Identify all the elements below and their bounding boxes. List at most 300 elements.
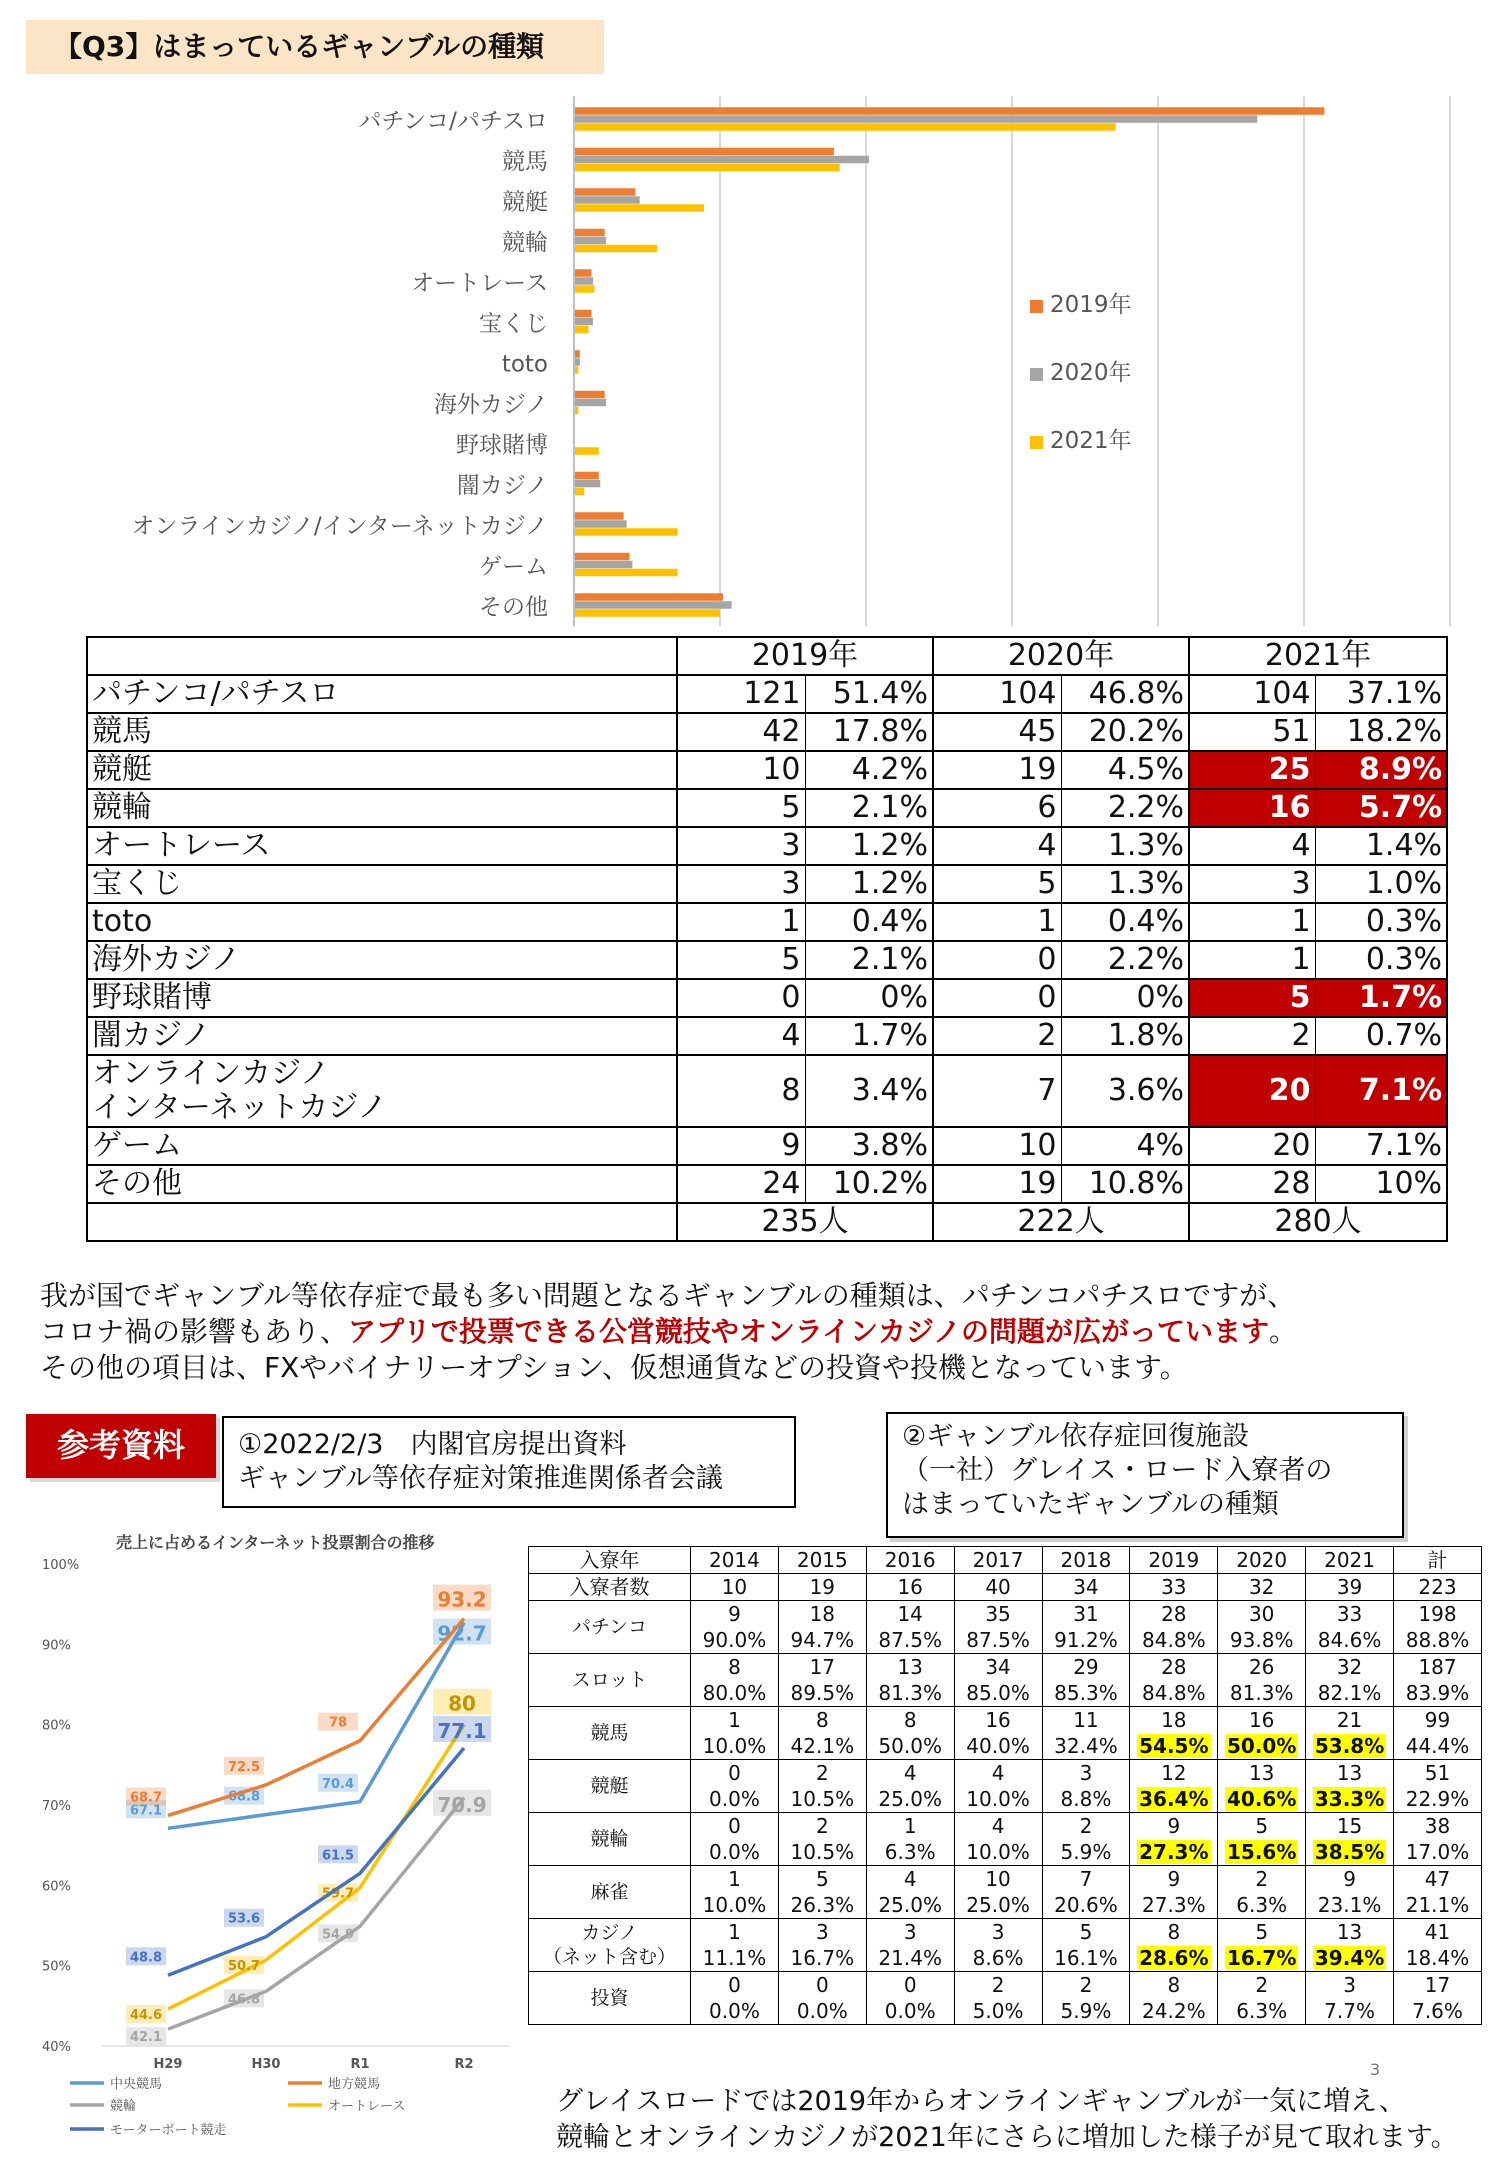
line-chart-data-label: 70.4 xyxy=(321,1776,355,1792)
line-chart-xtick: R2 xyxy=(454,2057,474,2072)
table-count-cell: 24 xyxy=(677,1165,805,1203)
table-total-row xyxy=(87,1203,1447,1241)
grace-table-percent-cell: 25.0% xyxy=(954,1892,1042,1919)
table-row xyxy=(87,1165,1447,1203)
grace-table-percent-cell: 10.5% xyxy=(778,1786,866,1813)
summary-paragraph xyxy=(40,1278,1470,1386)
grace-table-header-row xyxy=(529,1547,1482,1574)
bar-chart-bar xyxy=(574,164,840,172)
grace-table-number-cell: 3 xyxy=(778,1919,866,1946)
grace-table-number-cell: 0 xyxy=(691,1972,779,1999)
table-percent-cell: 46.8% xyxy=(1061,675,1189,713)
grace-table-row-label: 投資 xyxy=(529,1972,691,2025)
line-chart-series-line xyxy=(168,1748,464,1975)
line-chart-title: 売上に占めるインターネット投票割合の推移 xyxy=(116,1533,435,1552)
table-count-cell: 20 xyxy=(1189,1127,1315,1165)
grace-table-highlight: 28.6% xyxy=(1139,1945,1209,1970)
table-row-label: その他 xyxy=(87,1165,677,1203)
grace-table-header-cell: 2020 xyxy=(1218,1547,1306,1574)
grace-table-percent-cell: 81.3% xyxy=(866,1680,954,1707)
grace-table-number-cell: 9 xyxy=(1306,1866,1394,1893)
bar-chart-bar xyxy=(574,609,720,617)
table-count-cell: 9 xyxy=(677,1127,805,1165)
table-percent-cell: 3.8% xyxy=(805,1127,933,1165)
table-row-label: toto xyxy=(87,903,677,941)
table-percent-cell: 7.1% xyxy=(1315,1127,1447,1165)
table-count-cell: 5 xyxy=(1189,979,1315,1017)
bar-chart-bar xyxy=(574,561,632,569)
table-year-header: 2021年 xyxy=(1189,637,1447,675)
line-chart-ytick: 80% xyxy=(42,1718,71,1734)
table-row xyxy=(87,713,1447,751)
table-percent-cell: 10% xyxy=(1315,1165,1447,1203)
bar-chart-legend-swatch xyxy=(1030,300,1043,313)
bar-chart-bar xyxy=(574,472,599,480)
grace-table-number-cell: 8 xyxy=(691,1654,779,1681)
bar-chart-bar xyxy=(574,285,594,293)
grace-table-percent-cell: 22.9% xyxy=(1394,1786,1482,1813)
grace-table-percent-cell: 5.9% xyxy=(1042,1839,1130,1866)
table-count-cell: 2 xyxy=(1189,1017,1315,1055)
grace-table-number-cell: 8 xyxy=(1130,1972,1218,1999)
grace-table-number-row xyxy=(529,1919,1482,1946)
grace-table-number-cell: 16 xyxy=(954,1707,1042,1734)
grace-table-percent-cell: 0.0% xyxy=(866,1998,954,2025)
bar-chart-bar xyxy=(574,391,605,399)
bar-chart-bar xyxy=(574,528,678,536)
bar-chart-category-label: 宝くじ xyxy=(479,310,548,337)
reference-box-2 xyxy=(886,1412,1404,1538)
bar-chart-bar xyxy=(574,196,640,204)
table-row xyxy=(87,1017,1447,1055)
table-percent-cell: 1.0% xyxy=(1315,865,1447,903)
bar-chart-bar xyxy=(574,115,1257,123)
grace-table-number-cell: 187 xyxy=(1394,1654,1482,1681)
grace-table-number-row xyxy=(529,1866,1482,1893)
grace-table-header-cell: 2021 xyxy=(1306,1547,1394,1574)
grace-table-number-cell: 9 xyxy=(1130,1866,1218,1893)
bar-chart-category-label: 競艇 xyxy=(502,189,548,216)
table-row-label: 競輪 xyxy=(87,789,677,827)
grace-table-percent-cell: 44.4% xyxy=(1394,1733,1482,1760)
grace-table-highlight: 16.7% xyxy=(1226,1945,1297,1970)
grace-table-percent-cell: 89.5% xyxy=(778,1680,866,1707)
grace-table-percent-cell: 10.5% xyxy=(778,1839,866,1866)
grace-table-number-cell: 17 xyxy=(1394,1972,1482,1999)
bottom-note-line-1: グレイスロードでは2019年からオンラインギャンブルが一気に増え、 xyxy=(556,2086,1406,2117)
line-chart-data-label: 80 xyxy=(448,1691,476,1716)
table-percent-cell: 7.1% xyxy=(1315,1055,1447,1127)
grace-table-percent-cell: 25.0% xyxy=(866,1786,954,1813)
grace-table-percent-cell xyxy=(1130,1786,1218,1813)
grace-table-number-cell: 9 xyxy=(691,1601,779,1628)
table-count-cell: 4 xyxy=(677,1017,805,1055)
table-percent-cell: 0.4% xyxy=(1061,903,1189,941)
grace-table-count-row xyxy=(529,1574,1482,1601)
grace-table-percent-cell xyxy=(1306,1945,1394,1972)
bar-chart-bar xyxy=(574,601,732,609)
table-count-cell: 3 xyxy=(1189,865,1315,903)
grace-table-percent-cell: 27.3% xyxy=(1130,1892,1218,1919)
bar-chart-bar xyxy=(574,488,584,496)
grace-table-header-cell: 計 xyxy=(1394,1547,1482,1574)
grace-table-percent-cell: 21.4% xyxy=(866,1945,954,1972)
table-percent-cell: 1.3% xyxy=(1061,865,1189,903)
grace-table-number-cell: 0 xyxy=(778,1972,866,1999)
bar-chart-bar xyxy=(574,277,593,285)
grace-table-header-cell: 2017 xyxy=(954,1547,1042,1574)
line-chart-data-label: 92.7 xyxy=(437,1621,487,1646)
table-row-label: オンラインカジノ インターネットカジノ xyxy=(87,1055,677,1127)
grace-table-percent-cell: 10.0% xyxy=(954,1839,1042,1866)
grace-table-percent-cell: 20.6% xyxy=(1042,1892,1130,1919)
grace-table-percent-cell xyxy=(1130,1945,1218,1972)
grace-table-header-cell: 2019 xyxy=(1130,1547,1218,1574)
line-chart-series-line xyxy=(168,1619,464,1816)
line-chart-data-label: 68.7 xyxy=(129,1790,163,1806)
grace-table-percent-cell: 88.8% xyxy=(1394,1627,1482,1654)
table-count-cell: 1 xyxy=(677,903,805,941)
reference-box-2-line-2: （一社）グレイス・ロード入寮者の xyxy=(902,1455,1333,1486)
line-chart-ytick: 60% xyxy=(42,1879,71,1895)
bar-chart-category-label: オンラインカジノ/インターネットカジノ xyxy=(131,513,548,540)
table-percent-cell: 0.7% xyxy=(1315,1017,1447,1055)
grace-table-count-cell: 10 xyxy=(691,1574,779,1601)
table-count-cell: 42 xyxy=(677,713,805,751)
line-chart-ytick: 70% xyxy=(42,1799,71,1814)
grace-table-number-cell: 2 xyxy=(778,1813,866,1840)
line-chart-legend-label: 地方競馬 xyxy=(328,2077,381,2092)
table-count-cell: 10 xyxy=(677,751,805,789)
grace-table-row-label: スロット xyxy=(529,1654,691,1707)
bar-chart-bar xyxy=(574,123,1116,131)
table-total-label-cell xyxy=(87,1203,677,1241)
gambling-type-table xyxy=(86,636,1448,1242)
table-count-cell: 8 xyxy=(677,1055,805,1127)
grace-table-number-cell: 10 xyxy=(954,1866,1042,1893)
line-chart-ytick: 50% xyxy=(42,1959,71,1975)
grace-table-count-cell: 33 xyxy=(1130,1574,1218,1601)
bar-chart-category-label: パチンコ/パチスロ xyxy=(358,108,548,135)
grace-table-number-cell: 0 xyxy=(691,1760,779,1787)
grace-table-number-row xyxy=(529,1972,1482,1999)
grace-table-number-cell: 7 xyxy=(1042,1866,1130,1893)
reference-box-2-line-3: はまっていたギャンブルの種類 xyxy=(902,1489,1279,1520)
line-chart-data-label: 72.5 xyxy=(227,1759,261,1775)
grace-table-number-cell: 5 xyxy=(778,1866,866,1893)
grace-table-header-cell: 2015 xyxy=(778,1547,866,1574)
grace-table-number-row xyxy=(529,1707,1482,1734)
grace-table-number-cell: 21 xyxy=(1306,1707,1394,1734)
table-percent-cell: 1.2% xyxy=(805,865,933,903)
bar-chart-bar xyxy=(574,480,600,488)
grace-table-percent-cell: 21.1% xyxy=(1394,1892,1482,1919)
bottom-note-line-2: 競輪とオンラインカジノが2021年にさらに増加した様子が見て取れます。 xyxy=(556,2122,1458,2153)
grace-table-percent-cell: 93.8% xyxy=(1218,1627,1306,1654)
bar-chart-legend-label: 2020年 xyxy=(1050,360,1132,386)
grace-table-percent-cell: 25.0% xyxy=(866,1892,954,1919)
table-count-cell: 5 xyxy=(677,941,805,979)
table-count-cell: 0 xyxy=(677,979,805,1017)
table-count-cell: 20 xyxy=(1189,1055,1315,1127)
grace-table-percent-cell: 18.4% xyxy=(1394,1945,1482,1972)
grace-table-number-cell: 1 xyxy=(691,1707,779,1734)
summary-line-1: 我が国でギャンブル等依存症で最も多い問題となるギャンブルの種類は、パチンコパチスロですが、 xyxy=(40,1279,1296,1312)
grace-table-number-cell: 0 xyxy=(866,1972,954,1999)
grace-table-number-cell: 13 xyxy=(1218,1760,1306,1787)
reference-box-1 xyxy=(222,1416,796,1508)
line-chart-data-label: 67.1 xyxy=(129,1803,163,1819)
table-percent-cell: 1.8% xyxy=(1061,1017,1189,1055)
bar-chart-category-label: 野球賭博 xyxy=(456,432,548,459)
bar-chart-category-label: toto xyxy=(501,351,548,378)
grace-table-percent-cell xyxy=(1218,1786,1306,1813)
grace-table-count-cell: 39 xyxy=(1306,1574,1394,1601)
grace-table-number-cell: 1 xyxy=(691,1919,779,1946)
bar-chart-legend-swatch xyxy=(1030,368,1043,381)
line-chart-data-label: 68.8 xyxy=(227,1789,261,1805)
grace-table-percent-cell: 0.0% xyxy=(778,1998,866,2025)
grace-table-header-cell: 入寮年 xyxy=(529,1547,691,1574)
table-total-cell: 222人 xyxy=(933,1203,1189,1241)
grace-table-number-cell: 2 xyxy=(778,1760,866,1787)
grace-table-number-cell: 4 xyxy=(954,1813,1042,1840)
table-percent-cell: 1.2% xyxy=(805,827,933,865)
grace-table-number-cell: 12 xyxy=(1130,1760,1218,1787)
grace-table-percent-cell xyxy=(1306,1786,1394,1813)
table-row-label: 競艇 xyxy=(87,751,677,789)
grace-table-number-cell: 9 xyxy=(1130,1813,1218,1840)
grace-table-number-cell: 26 xyxy=(1218,1654,1306,1681)
grace-table-percent-cell xyxy=(1218,1945,1306,1972)
grace-table-percent-cell xyxy=(1218,1733,1306,1760)
grace-table-number-cell: 4 xyxy=(866,1866,954,1893)
line-chart-data-label: 44.6 xyxy=(129,2008,163,2024)
grace-table-number-cell: 15 xyxy=(1306,1813,1394,1840)
table-percent-cell: 51.4% xyxy=(805,675,933,713)
table-percent-cell: 0% xyxy=(805,979,933,1017)
table-row xyxy=(87,751,1447,789)
table-count-cell: 4 xyxy=(1189,827,1315,865)
table-count-cell: 10 xyxy=(933,1127,1061,1165)
grace-table-row-label: 競馬 xyxy=(529,1707,691,1760)
bar-chart-category-label: 競輪 xyxy=(502,229,548,256)
table-row-label: 海外カジノ xyxy=(87,941,677,979)
grace-table-number-cell: 13 xyxy=(866,1654,954,1681)
table-row xyxy=(87,675,1447,713)
grace-table-highlight: 50.0% xyxy=(1226,1733,1297,1758)
grace-table-number-row xyxy=(529,1760,1482,1787)
bar-chart-bar xyxy=(574,237,606,245)
grace-table-number-cell: 0 xyxy=(691,1813,779,1840)
line-chart-ytick: 90% xyxy=(42,1638,71,1654)
grace-table-number-cell: 2 xyxy=(1042,1813,1130,1840)
bar-chart-bar xyxy=(574,229,605,237)
bar-chart-category-label: オートレース xyxy=(411,270,548,297)
table-count-cell: 19 xyxy=(933,751,1061,789)
table-count-cell: 7 xyxy=(933,1055,1061,1127)
grace-table-percent-cell: 40.0% xyxy=(954,1733,1042,1760)
grace-table-count-cell: 19 xyxy=(778,1574,866,1601)
reference-box-2-line-1: ②ギャンブル依存症回復施設 xyxy=(902,1421,1250,1452)
bar-chart-legend-swatch xyxy=(1030,436,1043,449)
bar-chart-category-label: 競馬 xyxy=(502,148,548,175)
bar-chart-bar xyxy=(574,447,599,455)
grace-table-number-cell: 5 xyxy=(1218,1919,1306,1946)
grace-table-percent-cell: 50.0% xyxy=(866,1733,954,1760)
grace-table-percent-cell: 10.0% xyxy=(691,1733,779,1760)
table-count-cell: 16 xyxy=(1189,789,1315,827)
table-percent-cell: 1.7% xyxy=(805,1017,933,1055)
table-percent-cell: 37.1% xyxy=(1315,675,1447,713)
grace-table-number-cell: 28 xyxy=(1130,1654,1218,1681)
grace-table-row-label: 入寮者数 xyxy=(529,1574,691,1601)
grace-table-percent-cell xyxy=(1306,1733,1394,1760)
table-percent-cell: 17.8% xyxy=(805,713,933,751)
bar-chart-bar xyxy=(574,204,704,212)
section-title: 【Q3】はまっているギャンブルの種類 xyxy=(26,20,604,74)
reference-badge: 参考資料 xyxy=(26,1414,216,1478)
summary-line-3: その他の項目は、FXやバイナリーオプション、仮想通貨などの投資や投機となっています。 xyxy=(40,1351,1188,1384)
internet-vote-line-chart xyxy=(40,1530,520,2142)
grace-table-number-cell: 33 xyxy=(1306,1601,1394,1628)
table-percent-cell: 3.6% xyxy=(1061,1055,1189,1127)
grace-table-number-cell: 1 xyxy=(691,1866,779,1893)
line-chart-data-label: 50.7 xyxy=(227,1959,261,1975)
grace-table-percent-cell: 80.0% xyxy=(691,1680,779,1707)
grace-table-percent-cell: 17.0% xyxy=(1394,1839,1482,1866)
bar-chart-bar xyxy=(574,399,606,407)
table-percent-cell: 2.1% xyxy=(805,941,933,979)
table-row xyxy=(87,1127,1447,1165)
grace-table-count-cell: 34 xyxy=(1042,1574,1130,1601)
table-row-label: ゲーム xyxy=(87,1127,677,1165)
grace-table-count-cell: 16 xyxy=(866,1574,954,1601)
summary-line-2-pre: コロナ禍の影響もあり、 xyxy=(40,1315,349,1348)
bar-chart-category-label: その他 xyxy=(479,594,548,621)
grace-table-percent-cell: 85.3% xyxy=(1042,1680,1130,1707)
grace-table-row-label: カジノ （ネット含む） xyxy=(529,1919,691,1972)
grace-table-row-label: パチンコ xyxy=(529,1601,691,1654)
grace-table-number-cell: 17 xyxy=(778,1654,866,1681)
table-corner-cell xyxy=(87,637,677,675)
table-row-label: オートレース xyxy=(87,827,677,865)
grace-table-percent-cell: 84.8% xyxy=(1130,1680,1218,1707)
bar-chart-bar xyxy=(574,148,834,156)
grace-table-percent-cell: 23.1% xyxy=(1306,1892,1394,1919)
grace-table-number-cell: 3 xyxy=(1306,1972,1394,1999)
line-chart-data-label: 93.2 xyxy=(437,1587,487,1612)
grace-table-percent-cell: 82.1% xyxy=(1306,1680,1394,1707)
line-chart-ytick: 40% xyxy=(42,2040,71,2055)
table-count-cell: 51 xyxy=(1189,713,1315,751)
grace-table-number-cell: 198 xyxy=(1394,1601,1482,1628)
bar-chart-legend-label: 2021年 xyxy=(1050,428,1132,454)
grace-table-percent-cell: 8.6% xyxy=(954,1945,1042,1972)
table-count-cell: 25 xyxy=(1189,751,1315,789)
table-percent-cell: 2.2% xyxy=(1061,789,1189,827)
bar-chart-bar xyxy=(574,326,589,334)
grace-table-number-cell: 5 xyxy=(1218,1813,1306,1840)
table-row-label: 闇カジノ xyxy=(87,1017,677,1055)
grace-table-highlight: 53.8% xyxy=(1314,1733,1385,1758)
bar-chart-category-label: 闇カジノ xyxy=(456,472,548,499)
table-percent-cell: 1.4% xyxy=(1315,827,1447,865)
reference-box-1-line-1: ①2022/2/3 内閣官房提出資料 xyxy=(238,1429,627,1460)
grace-table-highlight: 38.5% xyxy=(1314,1839,1385,1864)
grace-table-number-cell: 4 xyxy=(866,1760,954,1787)
grace-table-percent-cell: 26.3% xyxy=(778,1892,866,1919)
table-row xyxy=(87,789,1447,827)
grace-table-percent-cell: 24.2% xyxy=(1130,1998,1218,2025)
grace-table-number-cell: 1 xyxy=(866,1813,954,1840)
grace-table-percent-cell: 87.5% xyxy=(954,1627,1042,1654)
grace-table-percent-cell: 10.0% xyxy=(954,1786,1042,1813)
table-year-header: 2020年 xyxy=(933,637,1189,675)
line-chart-data-label: 53.6 xyxy=(227,1911,261,1927)
grace-table-number-cell: 11 xyxy=(1042,1707,1130,1734)
grace-table-number-cell: 35 xyxy=(954,1601,1042,1628)
grace-table-number-cell: 2 xyxy=(954,1972,1042,1999)
table-row xyxy=(87,827,1447,865)
summary-highlight: アプリで投票できる公営競技やオンラインカジノの問題が広がっています xyxy=(348,1315,1269,1348)
grace-table-row-label: 麻雀 xyxy=(529,1866,691,1919)
bar-chart-bar xyxy=(574,569,678,577)
line-chart-data-label: 70.9 xyxy=(437,1792,487,1817)
grace-road-table xyxy=(528,1546,1482,2025)
grace-table-number-cell: 4 xyxy=(954,1760,1042,1787)
line-chart-data-label: 48.8 xyxy=(129,1950,163,1966)
table-year-header: 2019年 xyxy=(677,637,933,675)
table-percent-cell: 0.3% xyxy=(1315,903,1447,941)
line-chart-legend-label: モーターボート競走 xyxy=(110,2123,227,2138)
grace-table-row-label: 競艇 xyxy=(529,1760,691,1813)
bar-chart-bar xyxy=(574,107,1324,115)
grace-table-percent-cell xyxy=(1130,1839,1218,1866)
table-row xyxy=(87,979,1447,1017)
line-chart-ytick: 100% xyxy=(42,1558,80,1573)
table-percent-cell: 4.5% xyxy=(1061,751,1189,789)
table-percent-cell: 0.4% xyxy=(805,903,933,941)
table-percent-cell: 4% xyxy=(1061,1127,1189,1165)
grace-table-percent-cell: 6.3% xyxy=(866,1839,954,1866)
grace-table-number-cell: 32 xyxy=(1306,1654,1394,1681)
bar-chart-category-label: 海外カジノ xyxy=(433,391,548,418)
page-number: 3 xyxy=(1370,2060,1381,2079)
reference-box-1-line-2: ギャンブル等依存症対策推進関係者会議 xyxy=(238,1463,723,1494)
line-chart-data-label: 78 xyxy=(328,1715,348,1731)
table-count-cell: 4 xyxy=(933,827,1061,865)
grace-table-highlight: 15.6% xyxy=(1226,1839,1297,1864)
grace-table-number-cell: 38 xyxy=(1394,1813,1482,1840)
table-count-cell: 1 xyxy=(1189,903,1315,941)
table-percent-cell: 20.2% xyxy=(1061,713,1189,751)
grace-table-highlight: 40.6% xyxy=(1226,1786,1297,1811)
table-percent-cell: 4.2% xyxy=(805,751,933,789)
table-count-cell: 1 xyxy=(933,903,1061,941)
grace-table-number-cell: 14 xyxy=(866,1601,954,1628)
table-total-cell: 280人 xyxy=(1189,1203,1447,1241)
grace-table-number-row xyxy=(529,1654,1482,1681)
grace-table-count-cell: 223 xyxy=(1394,1574,1482,1601)
table-percent-cell: 10.2% xyxy=(805,1165,933,1203)
table-count-cell: 104 xyxy=(1189,675,1315,713)
grace-table-percent-cell: 83.9% xyxy=(1394,1680,1482,1707)
line-chart-series-line xyxy=(168,1798,464,2029)
grace-table-number-cell: 5 xyxy=(1042,1919,1130,1946)
grace-table-percent-cell: 5.9% xyxy=(1042,1998,1130,2025)
table-count-cell: 28 xyxy=(1189,1165,1315,1203)
